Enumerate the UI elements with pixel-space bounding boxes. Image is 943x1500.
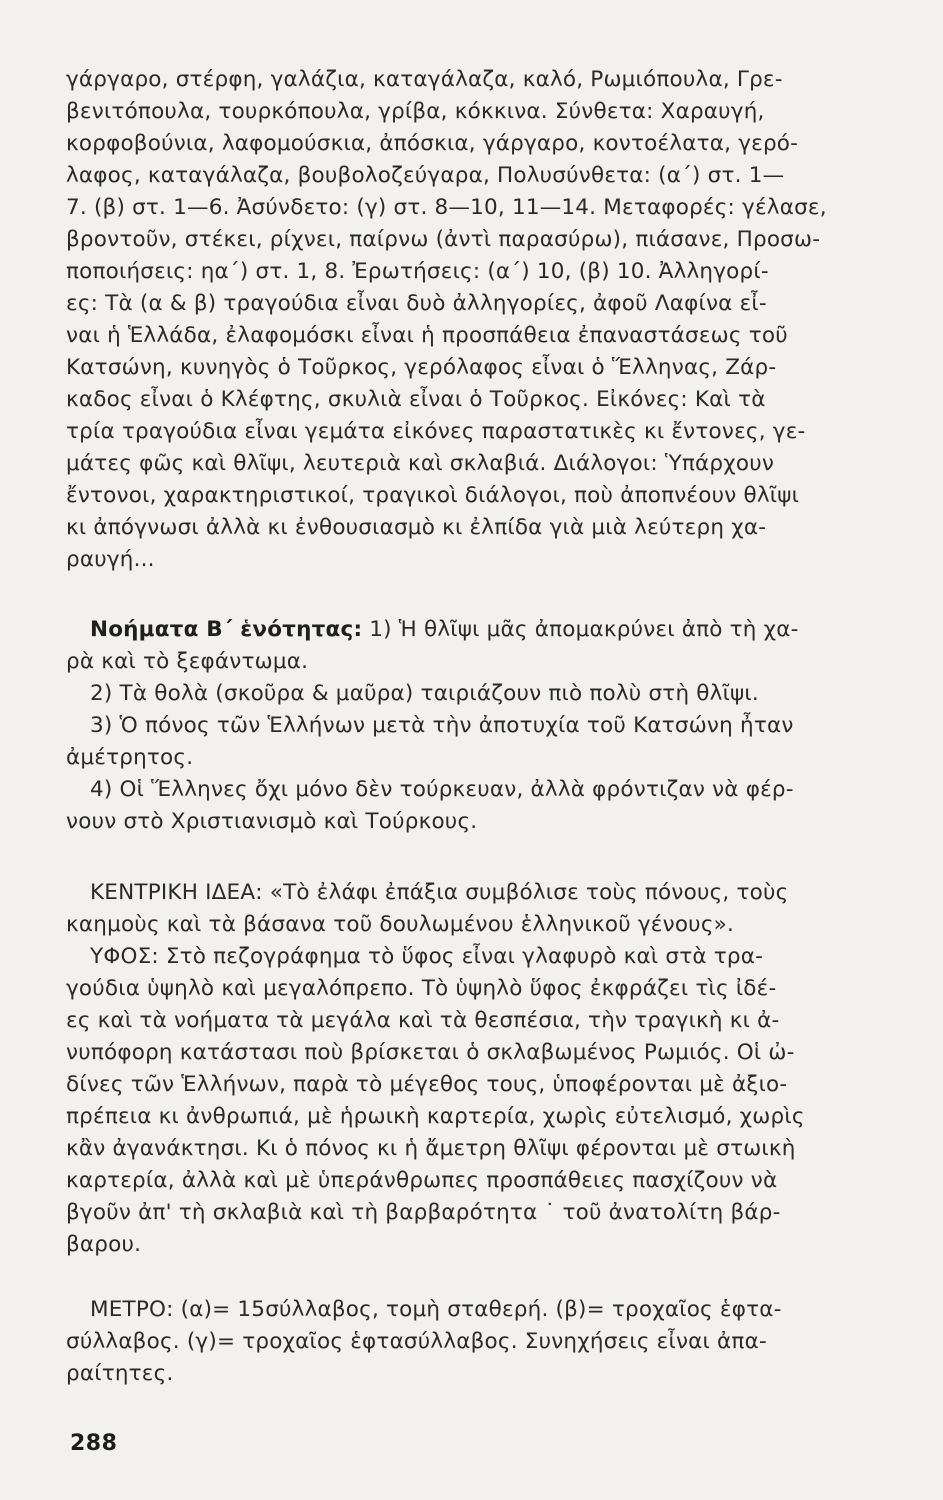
text-line: κι ἀπόγνωσι ἀλλὰ κι ἐνθουσιασμὸ κι ἐλπίδα γιὰ μιὰ λεύτερη χα- (66, 515, 767, 540)
text-line: ες: Τὰ (α & β) τραγούδια εἶναι δυὸ ἀλληγορίες, ἀφοῦ Λαφίνα εἶ- (66, 291, 767, 316)
text-line: ἔντονοι, χαρακτηριστικοί, τραγικοὶ διάλογοι, ποὺ ἀποπνέουν θλῖψι (66, 483, 800, 508)
text-line (66, 614, 912, 646)
text-line: ραίτητες. (66, 1361, 174, 1386)
text-line: βενιτόπουλα, τουρκόπουλα, γρίβα, κόκκινα. Σύνθετα: Χαραυγή, (66, 99, 765, 124)
text-line: καημοὺς καὶ τὰ βάσανα τοῦ δουλωμένου ἑλληνικοῦ γένους». (66, 912, 735, 937)
paragraph-figures-of-speech (66, 64, 912, 576)
text-line: καδος εἶναι ὁ Κλέφτης, σκυλιὰ εἶναι ὁ Τοῦρκος. Εἰκόνες: Καὶ τὰ (66, 387, 766, 412)
text-line: ρὰ καὶ τὸ ξεφάντωμα. (66, 649, 309, 674)
text-line: δίνες τῶν Ἑλλήνων, παρὰ τὸ μέγεθος τους, ὑποφέρονται μὲ ἀξιο- (66, 1072, 788, 1097)
page-number: 288 (70, 1431, 118, 1456)
text-line: βαρου. (66, 1232, 142, 1257)
text-line: βροντοῦν, στέκει, ρίχνει, παίρνω (ἀντὶ παρασύρω), πιάσανε, Προσω- (66, 227, 821, 252)
text-line: ες καὶ τὰ νοήματα τὰ μεγάλα καὶ τὰ θεσπέσια, τὴν τραγικὴ κι ἀ- (66, 1008, 780, 1033)
text-line: 2) Τὰ θολὰ (σκοῦρα & μαῦρα) ταιριάζουν πιὸ πολὺ στὴ θλῖψι. (90, 681, 759, 706)
text-line: ναι ἡ Ἑλλάδα, ἐλαφομόσκι εἶναι ἡ προσπάθεια ἐπαναστάσεως τοῦ (66, 323, 788, 348)
text-line: σύλλαβος. (γ)= τροχαῖος ἑφτασύλλαβος. Συνηχήσεις εἶναι ἀπα- (66, 1329, 767, 1354)
text-line: νουν στὸ Χριστιανισμὸ καὶ Τούρκους. (66, 809, 478, 834)
text-line: ΥΦΟΣ: Στὸ πεζογράφημα τὸ ὕφος εἶναι γλαφυρὸ καὶ στὰ τρα- (90, 944, 764, 969)
paragraph-central-idea (66, 877, 912, 941)
text-fragment: 1) Ἡ θλῖψι μᾶς ἀπομακρύνει ἀπὸ τὴ χα- (362, 617, 799, 642)
text-line: βγοῦν ἀπ' τὴ σκλαβιὰ καὶ τὴ βαρβαρότητα ˙ τοῦ ἀνατολίτη βάρ- (66, 1200, 781, 1225)
text-line: ἀμέτρητος. (66, 745, 194, 770)
text-line: πρέπεια κι ἀνθρωπιά, μὲ ἡρωικὴ καρτερία, χωρὶς εὐτελισμό, χωρὶς (66, 1104, 805, 1129)
paragraph-style (66, 941, 912, 1261)
text-line: γούδια ὑψηλὸ καὶ μεγαλόπρεπο. Τὸ ὑψηλὸ ὕφος ἐκφράζει τὶς ἰδέ- (66, 976, 777, 1001)
text-line: ποποιήσεις: ηα΄) στ. 1, 8. Ἐρωτήσεις: (α΄) 10, (β) 10. Ἀλληγορί- (66, 259, 769, 284)
text-line: ΚΕΝΤΡΙΚΗ ΙΔΕΑ: «Τὸ ἐλάφι ἐπάξια συμβόλισε τοὺς πόνους, τοὺς (90, 880, 789, 905)
text-line: νυπόφορη κατάστασι ποὺ βρίσκεται ὁ σκλαβωμένος Ρωμιός. Οἱ ὠ- (66, 1040, 795, 1065)
paragraph-meter (66, 1294, 912, 1390)
text-line: κἂν ἀγανάκτησι. Κι ὁ πόνος κι ἡ ἄμετρη θλῖψι φέρονται μὲ στωικὴ (66, 1136, 796, 1161)
text-line: 3) Ὁ πόνος τῶν Ἑλλήνων μετὰ τὴν ἀποτυχία τοῦ Κατσώνη ἦταν (90, 713, 794, 738)
text-line: κορφοβούνια, λαφομούσκια, ἀπόσκια, γάργαρο, κοντοέλατα, γερό- (66, 131, 799, 156)
text-line: Κατσώνη, κυνηγὸς ὁ Τοῦρκος, γερόλαφος εἶναι ὁ Ἕλληνας, Ζάρ- (66, 355, 777, 380)
text-line: 4) Οἱ Ἕλληνες ὄχι μόνο δὲν τούρκευαν, ἀλλὰ φρόντιζαν νὰ φέρ- (90, 777, 794, 802)
text-line: ραυγή... (66, 547, 155, 572)
text-line: καρτερία, ἀλλὰ καὶ μὲ ὑπεράνθρωπες προσπάθειες πασχίζουν νὰ (66, 1168, 778, 1193)
text-line: λαφος, καταγάλαζα, βουβολοζεύγαρα, Πολυσύνθετα: (α΄) στ. 1— (66, 163, 785, 188)
text-line: 7. (β) στ. 1—6. Ἀσύνδετο: (γ) στ. 8—10, 11—14. Μεταφορές: γέλασε, (66, 195, 827, 220)
text-line: γάργαρο, στέρφη, γαλάζια, καταγάλαζα, καλό, Ρωμιόπουλα, Γρε- (66, 67, 783, 92)
text-line: τρία τραγούδια εἶναι γεμάτα εἰκόνες παραστατικὲς κι ἔντονες, γε- (66, 419, 806, 444)
text-line: ΜΕΤΡΟ: (α)= 15σύλλαβος, τομὴ σταθερή. (β)= τροχαῖος ἑφτα- (90, 1297, 782, 1322)
paragraph-meanings (66, 614, 912, 838)
section-heading: Νοήματα Β΄ ἑνότητας: (90, 617, 363, 642)
text-line: μάτες φῶς καὶ θλῖψι, λευτεριὰ καὶ σκλαβιά. Διάλογοι: Ὑπάρχουν (66, 451, 775, 476)
